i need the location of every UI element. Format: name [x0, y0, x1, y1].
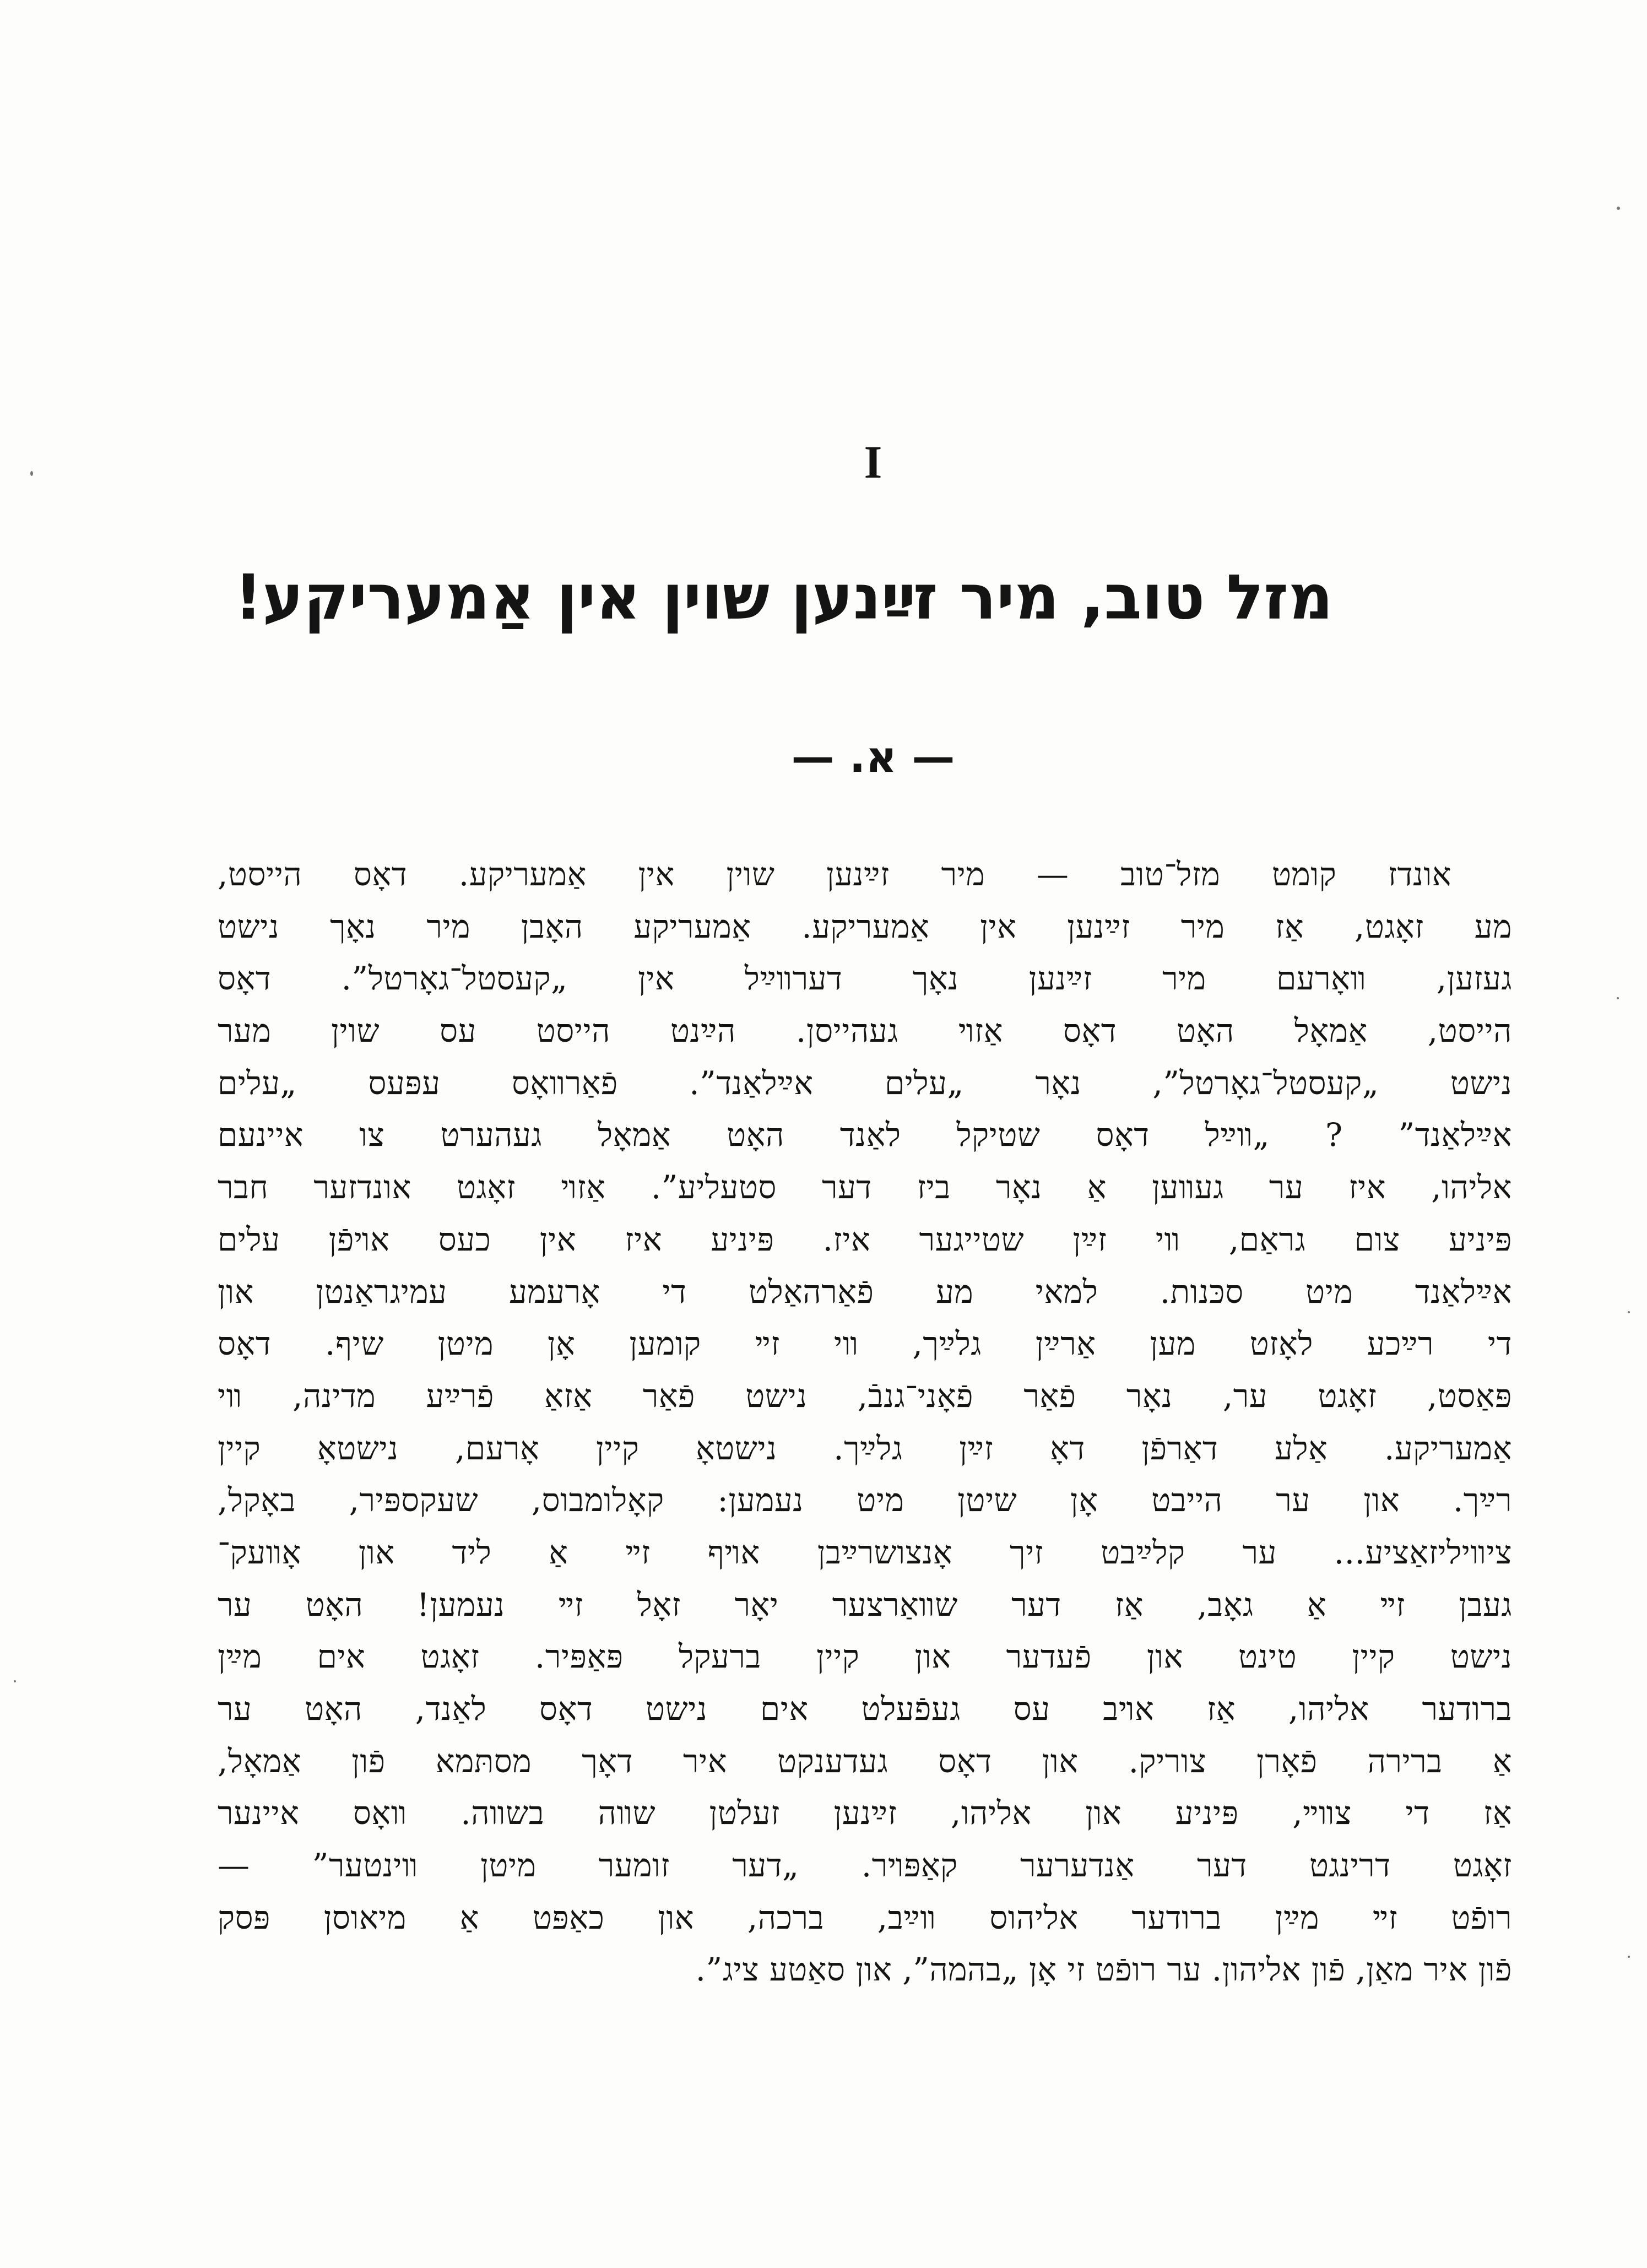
text-line: ברודער אליהו, אַז אױב עס געפֿעלט אים נישט דאָס לאַנד, האָט ער [218, 1690, 1512, 1728]
text-line: מע זאָגט, אַז מיר זײַנען אין אַמעריקע. אַמעריקע האָבן מיר נאָך נישט [218, 907, 1512, 945]
text-line: אַמעריקע. אַלע דאַרפֿן דאָ זײַן גלײַך. נישטאָ קיין אָרעם, נישטאָ קיין [218, 1429, 1512, 1467]
text-line: פֿון איר מאַן, פֿון אליהון. ער רופֿט זי אָן „בהמה”, און סאַטע ציג”. [695, 1951, 1512, 1989]
scan-speck [1617, 997, 1619, 999]
text-line: פּיניע צום גראַם, װי זײַן שטייגער איז. פּיניע איז אין כעס אױפֿן עלים [218, 1220, 1512, 1258]
text-line: רופֿט זײ מײַן ברודער אליהוס װײַב, ברכה, און כאַפּט אַ מיאוסן פּסק [218, 1898, 1512, 1936]
text-line: אײַלאַנד מיט סכּנות. למאי מע פֿאַרהאַלט די אָרעמע עמיגראַנטן און [218, 1273, 1512, 1311]
scan-speck [1628, 1311, 1630, 1313]
text-line: אײַלאַנד” ? „װײַל דאָס שטיקל לאַנד האָט אַמאָל געהערט צו איינעם [218, 1116, 1512, 1154]
text-line: ציװיליזאַציע... ער קלײַבט זיך אָנצושרײַבן אױף זײ אַ ליד און אָװעק־ [218, 1533, 1512, 1571]
scan-speck [1617, 207, 1620, 210]
body-paragraph [218, 848, 1512, 1996]
text-line: אליהו, איז ער געװען אַ נאָר ביז דער סטעליע”. אַזױ זאָגט אונדזער חבר [218, 1168, 1512, 1206]
chapter-title: מזל טוב, מיר זײַנען שוין אין אַמעריקע! [234, 562, 1333, 634]
scan-speck [30, 471, 33, 476]
text-line: אַז די צװײ, פּיניע און אליהו, זײַנען זעלטן שװה בשװה. װאָס איינער [218, 1794, 1512, 1832]
text-line: נישט קיין טינט און פֿעדער און קיין ברעקל פּאַפּיר. זאָגט אים מײַן [218, 1638, 1512, 1676]
text-line: פּאַסט, זאָגט ער, נאָר פֿאַר פֿאָני־גנבֿ, נישט פֿאַר אַזאַ פֿרײַע מדינה, װי [218, 1377, 1512, 1415]
text-line: רײַך. און ער הייבט אָן שיטן מיט נעמען: קאָלומבוס, שעקספּיר, באָקל, [218, 1481, 1512, 1519]
section-marker: — א. — [791, 733, 955, 782]
text-line: זאָגט דרינגט דער אַנדערער קאַפּױר. „דער זומער מיטן װינטער” — [218, 1847, 1512, 1885]
text-line: נישט „קעסטל־גאָרטל”, נאָר „עלים אײַלאַנד”. פֿאַרװאָס עפּעס „עלים [218, 1064, 1512, 1102]
text-line: די רײַכע לאָזט מען אַרײַן גלײַך, װי זײ קומען אָן מיטן שיף. דאָס [218, 1325, 1512, 1363]
scan-speck [14, 1680, 16, 1682]
text-line: אונדז קומט מזל־טוב — מיר זײַנען שוין אין אַמעריקע. דאָס הייסט, [218, 856, 1451, 893]
chapter-number: I [864, 437, 882, 488]
scan-speck [1628, 1956, 1630, 1958]
text-line: געבן זײ אַ גאָב, אַז דער שװאַרצער יאָר זאָל זײ נעמען! האָט ער [218, 1585, 1512, 1623]
text-line: אַ ברירה פֿאָרן צוריק. און דאָס געדענקט איר דאָך מסתּמא פֿון אַמאָל, [218, 1742, 1512, 1780]
text-line: געזען, װאָרעם מיר זײַנען נאָך דערװײַל אין „קעסטל־גאָרטל”. דאָס [218, 960, 1512, 998]
text-line: הייסט, אַמאָל האָט דאָס אַזױ געהייסן. הײַנט הייסט עס שוין מער [218, 1012, 1512, 1050]
